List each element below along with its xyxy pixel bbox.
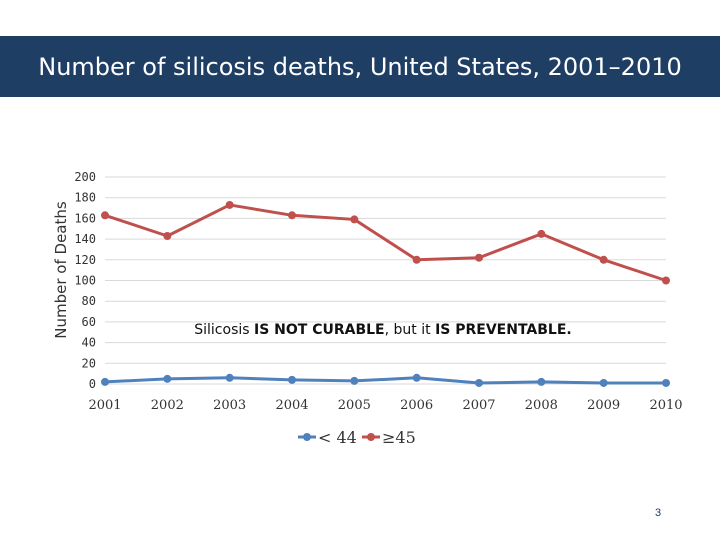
- series-group: [101, 201, 670, 387]
- data-point: [662, 379, 670, 387]
- data-point: [163, 232, 171, 240]
- x-tick-label: 2004: [275, 398, 309, 413]
- y-tick-label: 40: [81, 335, 96, 350]
- x-tick-label: 2002: [150, 398, 184, 413]
- y-tick-label: 140: [74, 232, 96, 247]
- data-point: [350, 215, 358, 223]
- y-tick-label: 100: [74, 273, 96, 288]
- data-point: [226, 374, 234, 382]
- y-axis-ticks: [74, 170, 96, 391]
- annotation-part: IS NOT CURABLE: [254, 322, 385, 338]
- x-tick-label: 2008: [524, 398, 558, 413]
- data-point: [101, 211, 109, 219]
- y-tick-label: 80: [81, 294, 96, 309]
- legend-swatch-marker: [303, 433, 311, 441]
- y-tick-label: 180: [74, 190, 96, 205]
- page-number: 3: [655, 507, 662, 519]
- legend-label: < 44: [318, 428, 357, 447]
- x-tick-label: 2001: [88, 398, 122, 413]
- annotation-text: [194, 322, 571, 338]
- x-tick-label: 2009: [587, 398, 621, 413]
- slide-title: Number of silicosis deaths, United States, 2001–2010: [38, 52, 682, 81]
- series-line-under-44: [105, 378, 666, 383]
- data-point: [163, 375, 171, 383]
- data-point: [350, 377, 358, 385]
- legend-label: ≥45: [382, 428, 416, 447]
- series-line-over-45: [105, 205, 666, 281]
- data-point: [600, 379, 608, 387]
- y-tick-label: 160: [74, 211, 96, 226]
- x-tick-label: 2006: [400, 398, 434, 413]
- legend: [298, 428, 416, 447]
- data-point: [288, 211, 296, 219]
- grid-lines: [105, 177, 666, 384]
- x-tick-label: 2007: [462, 398, 496, 413]
- y-axis-label: Number of Deaths: [52, 201, 70, 339]
- annotation-part: IS PREVENTABLE.: [435, 322, 572, 338]
- annotation-part: Silicosis: [194, 322, 255, 338]
- x-tick-label: 2003: [213, 398, 247, 413]
- data-point: [101, 378, 109, 386]
- annotation-part: , but it: [384, 322, 436, 338]
- data-point: [537, 230, 545, 238]
- data-point: [413, 374, 421, 382]
- x-tick-label: 2010: [649, 398, 683, 413]
- legend-swatch-marker: [367, 433, 375, 441]
- y-tick-label: 200: [74, 170, 96, 184]
- x-tick-label: 2005: [337, 398, 371, 413]
- y-tick-label: 120: [74, 252, 96, 267]
- data-point: [662, 277, 670, 285]
- y-tick-label: 0: [88, 377, 96, 391]
- data-point: [226, 201, 234, 209]
- data-point: [475, 254, 483, 262]
- data-point: [537, 378, 545, 386]
- y-tick-label: 60: [81, 314, 96, 329]
- y-tick-label: 20: [81, 356, 96, 371]
- data-point: [600, 256, 608, 264]
- data-point: [413, 256, 421, 264]
- data-point: [475, 379, 483, 387]
- x-axis-ticks: [88, 398, 682, 413]
- data-point: [288, 376, 296, 384]
